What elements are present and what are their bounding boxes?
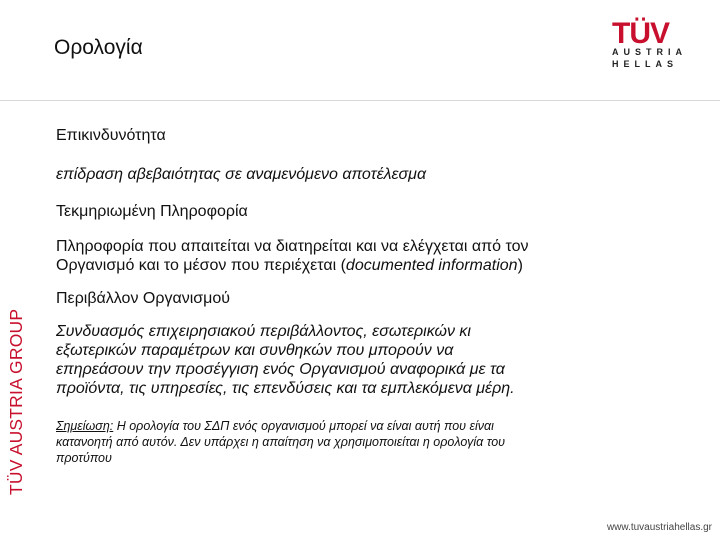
logo-line-2: HELLAS xyxy=(612,59,678,69)
definition-context-line-4: προϊόντα, τις υπηρεσίες, τις επενδύσεις και τα εμπλεκόμενα μέρη. xyxy=(56,380,515,397)
slide-title: Ορολογία xyxy=(54,36,143,59)
footer-url[interactable]: www.tuvaustriahellas.gr xyxy=(606,522,712,533)
definition-context-line-2: εξωτερικών παραμέτρων και συνθηκών που μπορούν να xyxy=(56,342,454,359)
definition-risk: επίδραση αβεβαιότητας σε αναμενόμενο αποτέλεσμα xyxy=(56,166,427,183)
definition-context-line-1: Συνδυασμός επιχειρησιακού περιβάλλοντος, εσωτερικών κι xyxy=(56,323,471,340)
note-label: Σημείωση: xyxy=(56,419,114,433)
term-documented-information: Τεκμηριωμένη Πληροφορία xyxy=(56,203,248,220)
definition-context-line-3: επηρεάσουν την προσέγγιση ενός Οργανισμού αναφορικά με τα xyxy=(56,361,505,378)
definition-documented-information-line-1: Πληροφορία που απαιτείται να διατηρείται και να ελέγχεται από τον xyxy=(56,238,529,255)
logo-line-1: AUSTRIA xyxy=(612,47,687,57)
term-organization-context: Περιβάλλον Οργανισμού xyxy=(56,290,230,307)
logo-mark: TÜV xyxy=(612,17,669,48)
header-divider xyxy=(0,100,720,101)
note: Σημείωση: Η ορολογία του ΣΔΠ ενός οργανισμού μπορεί να είναι αυτή που είναι κατανοητή από αυτόν. Δεν υπάρχει η απαίτηση να χρησιμοποιείται η ορολογία του προτύπου xyxy=(56,419,506,465)
definition-documented-information-line-2: Οργανισμό και το μέσον που περιέχεται (documented information) xyxy=(56,257,523,274)
side-brand-label: TÜV AUSTRIA GROUP xyxy=(6,308,26,495)
term-risk: Επικινδυνότητα xyxy=(56,127,166,144)
